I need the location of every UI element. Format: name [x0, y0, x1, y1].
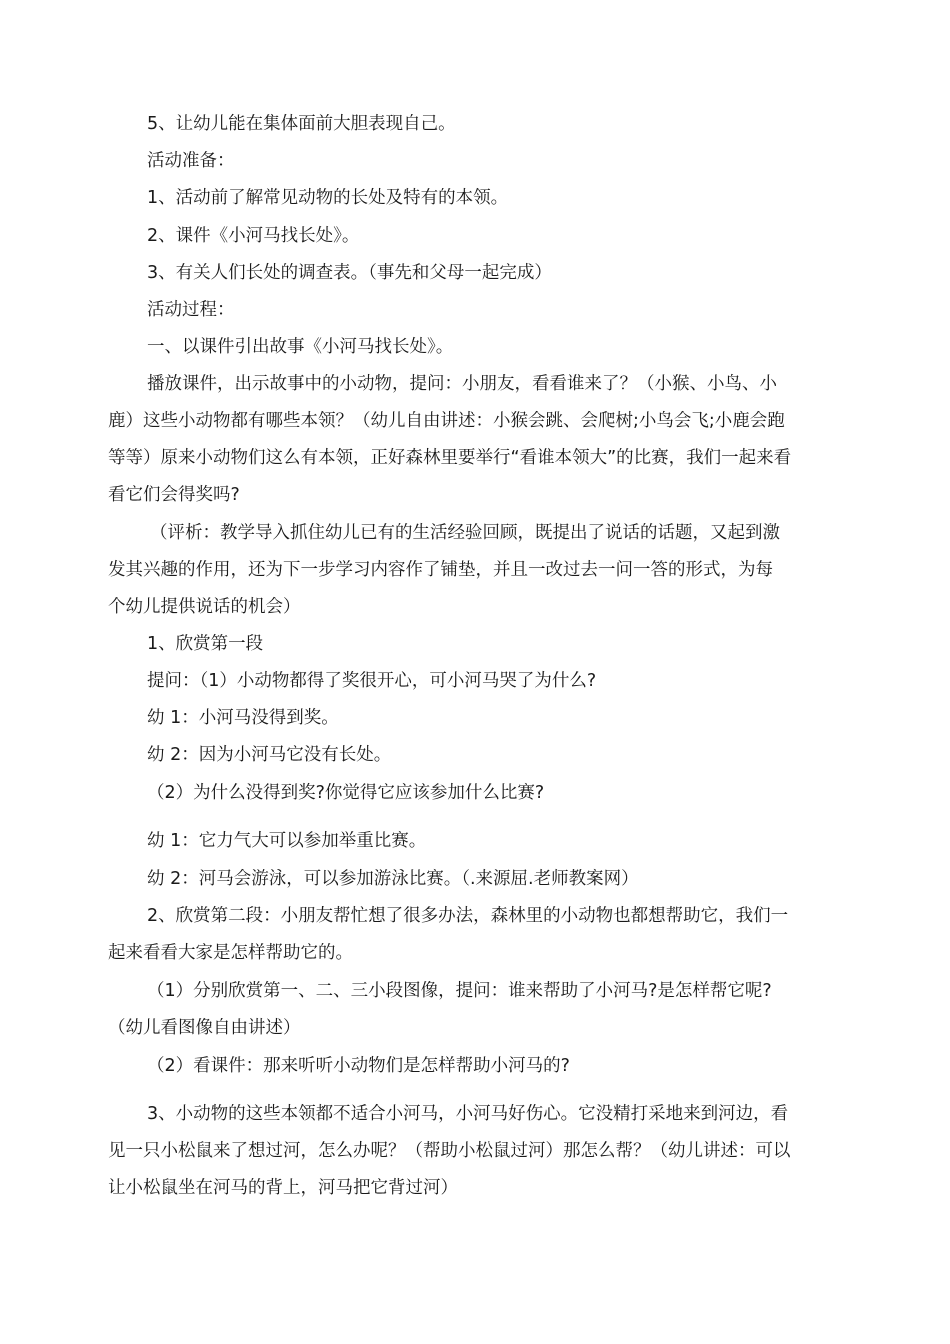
text-line: 起来看看大家是怎样帮助它的。: [108, 943, 353, 963]
text-line: 鹿）这些小动物都有哪些本领？（幼儿自由讲述：小猴会跳、会爬树;小鸟会飞;小鹿会跑: [108, 411, 785, 431]
text-line: 让小松鼠坐在河马的背上，河马把它背过河）: [108, 1178, 458, 1198]
text-line: 3、小动物的这些本领都不适合小河马，小河马好伤心。它没精打采地来到河边，看: [147, 1104, 789, 1124]
text-line: 2、课件《小河马找长处》。: [147, 226, 360, 246]
text-line: 一、以课件引出故事《小河马找长处》。: [147, 337, 454, 357]
text-line: 播放课件，出示故事中的小动物，提问：小朋友，看看谁来了？（小猴、小鸟、小: [147, 374, 777, 394]
text-line: 看它们会得奖吗?: [108, 485, 240, 505]
text-line: 5、让幼儿能在集体面前大胆表现自己。: [147, 114, 456, 134]
text-line: 幼 1：它力气大可以参加举重比赛。: [147, 831, 427, 851]
text-line: （1）分别欣赏第一、二、三小段图像，提问：谁来帮助了小河马?是怎样帮它呢?: [147, 981, 772, 1001]
text-line: 3、有关人们长处的调查表。（事先和父母一起完成）: [147, 263, 552, 283]
text-line: 1、活动前了解常见动物的长处及特有的本领。: [147, 188, 509, 208]
text-line: （幼儿看图像自由讲述）: [108, 1018, 301, 1038]
text-line: 2、欣赏第二段：小朋友帮忙想了很多办法，森林里的小动物也都想帮助它，我们一: [147, 906, 789, 926]
text-line: 幼 2：因为小河马它没有长处。: [147, 745, 392, 765]
text-line: 见一只小松鼠来了想过河，怎么办呢？（帮助小松鼠过河）那怎么帮？（幼儿讲述：可以: [108, 1141, 791, 1161]
text-line: （2）看课件：那来听听小动物们是怎样帮助小河马的?: [147, 1056, 570, 1076]
section-heading: 活动准备：: [147, 151, 235, 171]
text-line: （评析：教学导入抓住幼儿已有的生活经验回顾，既提出了说话的话题，又起到激: [150, 523, 780, 543]
text-line: 发其兴趣的作用，还为下一步学习内容作了铺垫，并且一改过去一问一答的形式，为每: [108, 560, 773, 580]
text-line: 幼 2：河马会游泳，可以参加游泳比赛。（.来源屈.老师教案网）: [147, 869, 639, 889]
section-heading: 活动过程：: [147, 300, 235, 320]
text-line: 提问：（1）小动物都得了奖很开心，可小河马哭了为什么?: [147, 671, 597, 691]
text-line: （2）为什么没得到奖?你觉得它应该参加什么比赛?: [147, 783, 545, 803]
text-line: 个幼儿提供说话的机会）: [108, 597, 301, 617]
text-line: 等等）原来小动物们这么有本领，正好森林里要举行“看谁本领大”的比赛，我们一起来看: [108, 448, 792, 468]
text-line: 1、欣赏第一段: [147, 634, 264, 654]
text-line: 幼 1：小河马没得到奖。: [147, 708, 339, 728]
